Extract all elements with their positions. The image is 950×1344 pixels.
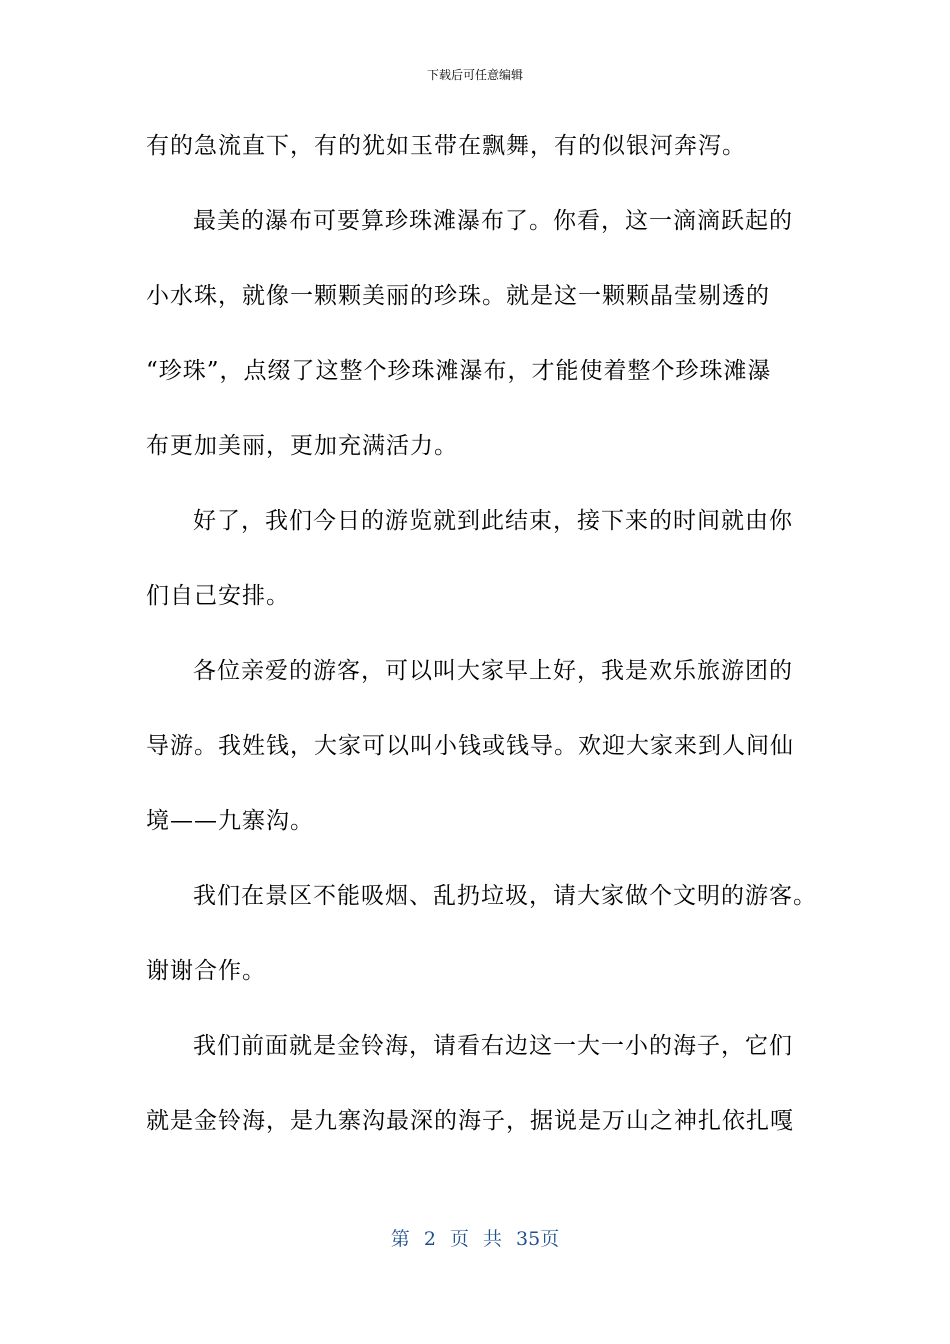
text-line: 小水珠，就像一颗颗美丽的珍珠。就是这一颗颗晶莹剔透的 — [146, 283, 770, 309]
text-line: 导游。我姓钱，大家可以叫小钱或钱导。欢迎大家来到人间仙 — [146, 733, 794, 759]
text-line: 有的急流直下，有的犹如玉带在飘舞，有的似银河奔泻。 — [146, 133, 746, 159]
paragraph-start-line: 各位亲爱的游客，可以叫大家早上好，我是欢乐旅游团的 — [193, 658, 793, 684]
text-line: 谢谢合作。 — [146, 958, 266, 984]
paragraph-start-line: 我们前面就是金铃海，请看右边这一大一小的海子，它们 — [193, 1033, 793, 1059]
page-header: 下载后可任意编辑 — [426, 68, 523, 82]
document-body — [146, 128, 816, 1178]
page-footer: 第 2 页 共 35页 — [390, 1228, 560, 1250]
text-line: 境——九寨沟。 — [146, 808, 314, 834]
paragraph-start-line: 最美的瀑布可要算珍珠滩瀑布了。你看，这一滴滴跃起的 — [193, 208, 793, 234]
paragraph-start-line: 我们在景区不能吸烟、乱扔垃圾，请大家做个文明的游客。 — [193, 883, 817, 909]
text-line: 们自己安排。 — [146, 583, 290, 609]
paragraph-start-line: 好了，我们今日的游览就到此结束，接下来的时间就由你 — [193, 508, 793, 534]
text-line: “珍珠”，点缀了这整个珍珠滩瀑布，才能使着整个珍珠滩瀑 — [146, 358, 772, 384]
text-line: 就是金铃海，是九寨沟最深的海子，据说是万山之神扎依扎嘎 — [146, 1108, 794, 1134]
text-line: 布更加美丽，更加充满活力。 — [146, 433, 458, 459]
